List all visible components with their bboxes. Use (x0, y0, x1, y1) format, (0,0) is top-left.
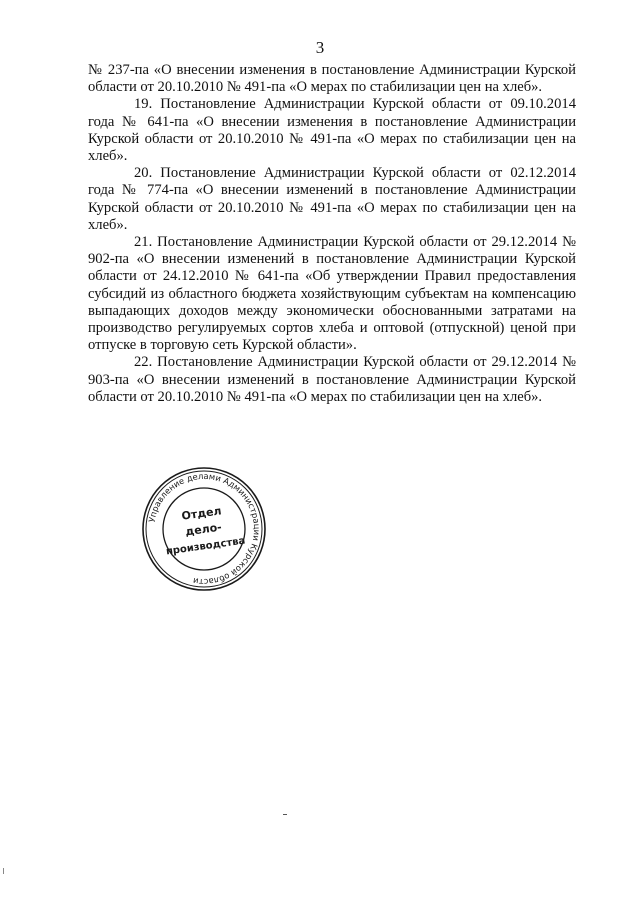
page-number: 3 (315, 38, 325, 57)
stamp-ring-text: Управление делами Администрации Курской области (146, 470, 263, 588)
scan-artifact-mark (283, 814, 287, 815)
paragraph-item-19: 19. Постановление Администрации Курской области от 09.10.2014 года № 641-па «О внесении изменения в постановление Администрации Курской области от 20.10.2010 № 491-па «О мерах по стабилизации цен на хлеб». (88, 96, 576, 165)
paragraph-item-22: 22. Постановление Администрации Курской области от 29.12.2014 № 903-па «О внесении изменений в постановление Администрации Курской области от 20.10.2010 № 491-па «О мерах по стабилизации цен на хлеб». (88, 354, 576, 405)
stamp-center-line-1: Отдел (180, 504, 223, 523)
paragraph-item-18-tail: № 237-па «О внесении изменения в постановление Администрации Курской области от 20.10.2010 № 491-па «О мерах по стабилизации цен на хлеб». (88, 62, 576, 96)
stamp-center-line-2: дело- (184, 520, 223, 539)
document-body (88, 62, 576, 406)
stamp-center-line-3: производства (165, 535, 246, 558)
official-stamp (140, 465, 268, 593)
paragraph-item-21: 21. Постановление Администрации Курской области от 29.12.2014 № 902-па «О внесении изменений в постановление Администрации Курской области от 24.12.2010 № 641-па «Об утверждении Правил предоставления субсидий из областного бюджета хозяйствующим субъектам на компенсацию выпадающих доходов между экономически обоснованными затратами на производство регулируемых сортов хлеба и оптовой (отпускной) ценой при отпуске в торговую сеть Курской области». (88, 234, 576, 354)
paragraph-item-20: 20. Постановление Администрации Курской области от 02.12.2014 года № 774-па «О внесении изменений в постановление Администрации Курской области от 20.10.2010 № 491-па «О мерах по стабилизации цен на хлеб». (88, 165, 576, 233)
scan-edge-mark (3, 868, 4, 874)
